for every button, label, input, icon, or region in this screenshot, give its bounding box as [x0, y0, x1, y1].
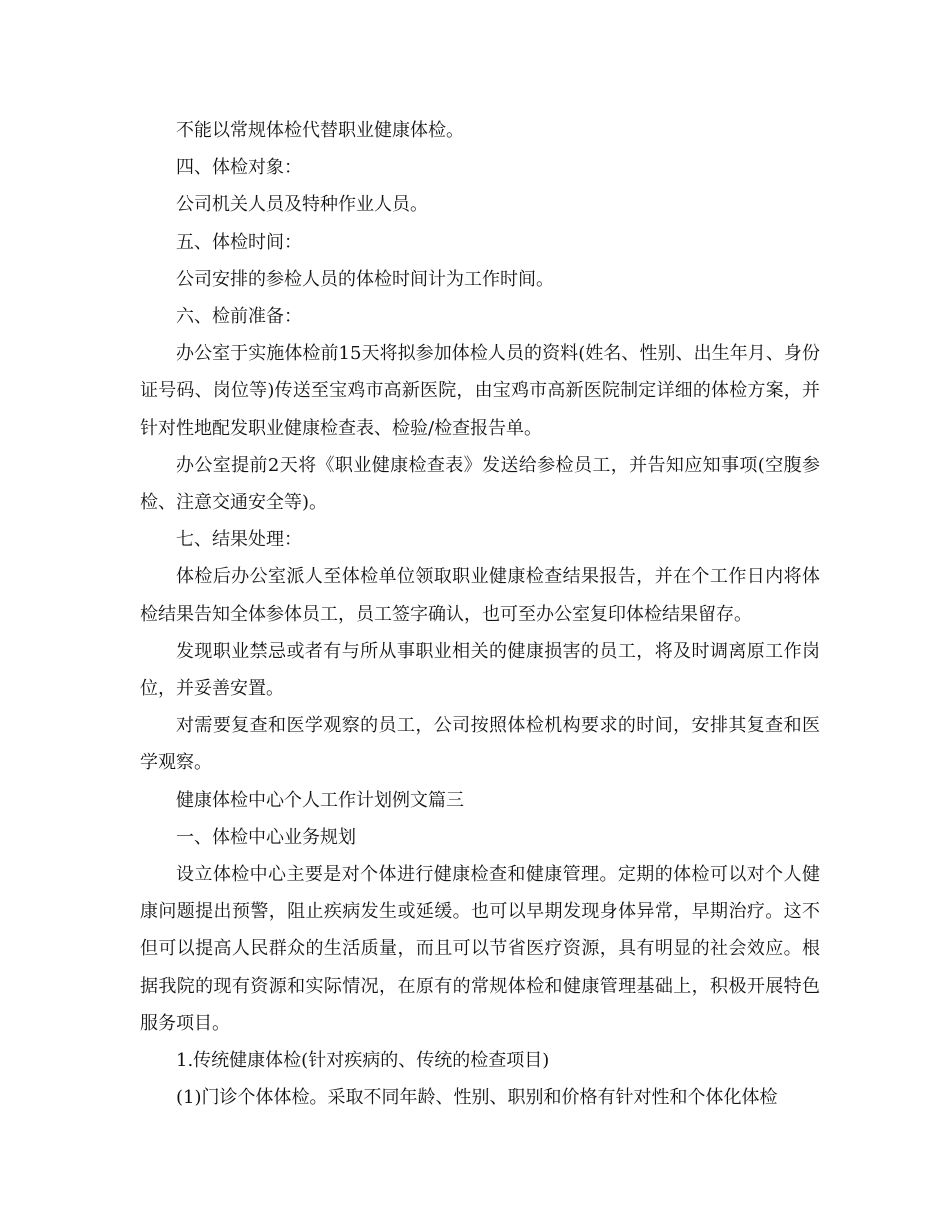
section-heading: 六、检前准备： [176, 306, 302, 328]
section-heading: 五、体检时间： [176, 231, 302, 253]
paragraph: 公司机关人员及特种作业人员。 [176, 194, 428, 216]
paragraph: (1)门诊个体体检。采取不同年龄、性别、职别和价格有针对性和个体化体检 [176, 1087, 778, 1109]
article-title: 健康体检中心个人工作计划例文篇三 [176, 789, 464, 811]
paragraph: 公司安排的参检人员的体检时间计为工作时间。 [176, 268, 554, 290]
paragraph: 不能以常规体检代替职业健康体检。 [176, 120, 464, 141]
paragraph: 办公室提前2天将《职业健康检查表》发送给参检员工，并告知应知事项(空腹参检、注意交通安全等)。 [140, 454, 820, 514]
section-heading: 一、体检中心业务规划 [176, 826, 356, 848]
paragraph: 对需要复查和医学观察的员工，公司按照体检机构要求的时间，安排其复查和医学观察。 [140, 715, 820, 774]
section-heading: 七、结果处理： [176, 529, 302, 551]
document-body [140, 112, 820, 1116]
paragraph: 设立体检中心主要是对个体进行健康检查和健康管理。定期的体检可以对个人健康问题提出预警，阻止疾病发生或延缓。也可以早期发现身体异常，早期治疗。这不但可以提高人民群众的生活质量，而且可以节省医疗资源，具有明显的社会效应。根据我院的现有资源和实际情况，在原有的常规体检和健康管理基础上，积极开展特色服务项目。 [140, 864, 820, 1034]
paragraph: 体检后办公室派人至体检单位领取职业健康检查结果报告，并在个工作日内将体检结果告知全体参体员工，员工签字确认，也可至办公室复印体检结果留存。 [140, 566, 820, 625]
section-heading: 四、体检对象： [176, 157, 302, 179]
subsection-heading: 1.传统健康体检(针对疾病的、传统的检查项目) [176, 1050, 550, 1072]
paragraph: 发现职业禁忌或者有与所从事职业相关的健康损害的员工，将及时调离原工作岗位，并妥善安置。 [140, 640, 820, 700]
paragraph: 办公室于实施体检前15天将拟参加体检人员的资料(姓名、性别、出生年月、身份证号码、岗位等)传送至宝鸡市高新医院，由宝鸡市高新医院制定详细的体检方案，并针对性地配发职业健康检查表、检验/检查报告单。 [140, 343, 820, 439]
